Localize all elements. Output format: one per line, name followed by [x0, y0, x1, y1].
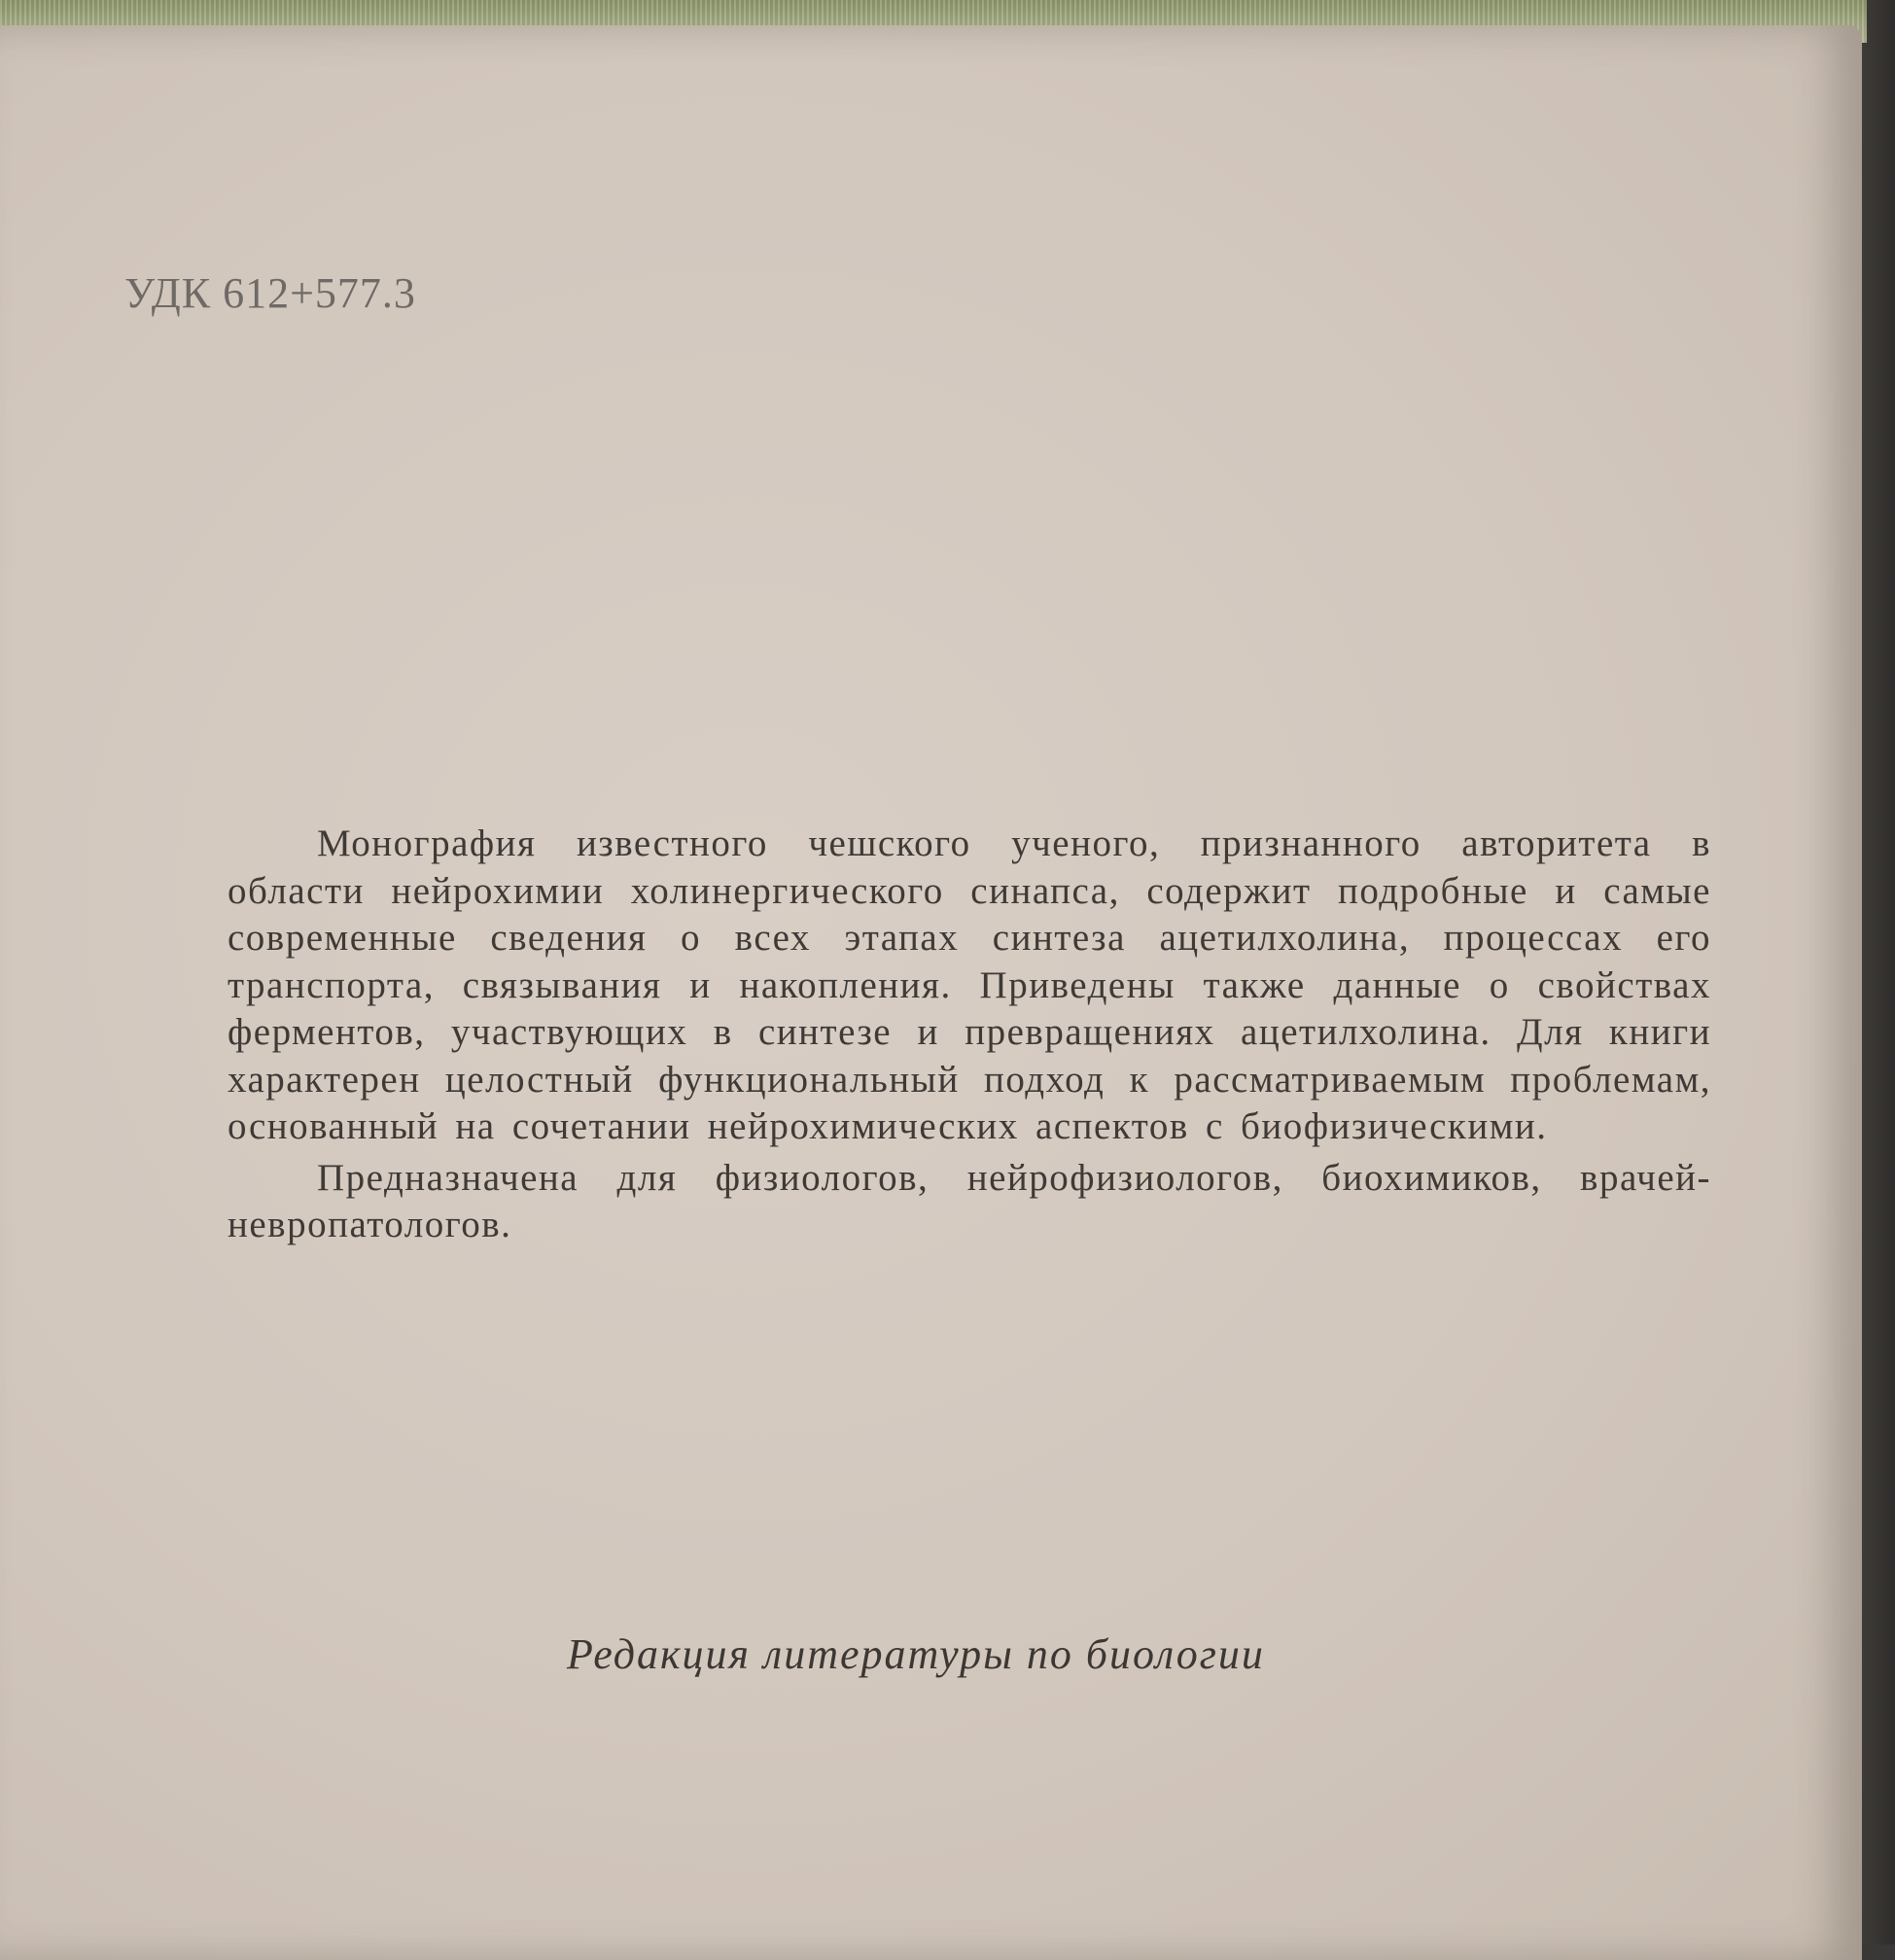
book-page: [0, 25, 1862, 1960]
udk-code: УДК 612+577.3: [124, 269, 416, 317]
publisher-note: Редакция литературы по биологии: [567, 1630, 1265, 1678]
abstract-paragraph-1: Монография известного чешского ученого, признанного авторитета в области нейрохимии холинергического синапса, содержит подробные и самые современные сведения о всех этапах синтеза ацетилхолина, процессах его транспорта, связывания и накопления. Приведены также данные о свойствах ферментов, участвующих в синтезе и превращениях ацетилхолина. Для книги характерен целостный функциональный подход к рассматриваемым проблемам, основанный на сочетании нейрохимических аспектов с биофизическими.: [228, 822, 1711, 1147]
abstract-paragraph-2: Предназначена для физиологов, нейрофизиологов, биохимиков, врачей-невропатологов.: [228, 1156, 1711, 1245]
abstract: [228, 821, 1711, 1249]
